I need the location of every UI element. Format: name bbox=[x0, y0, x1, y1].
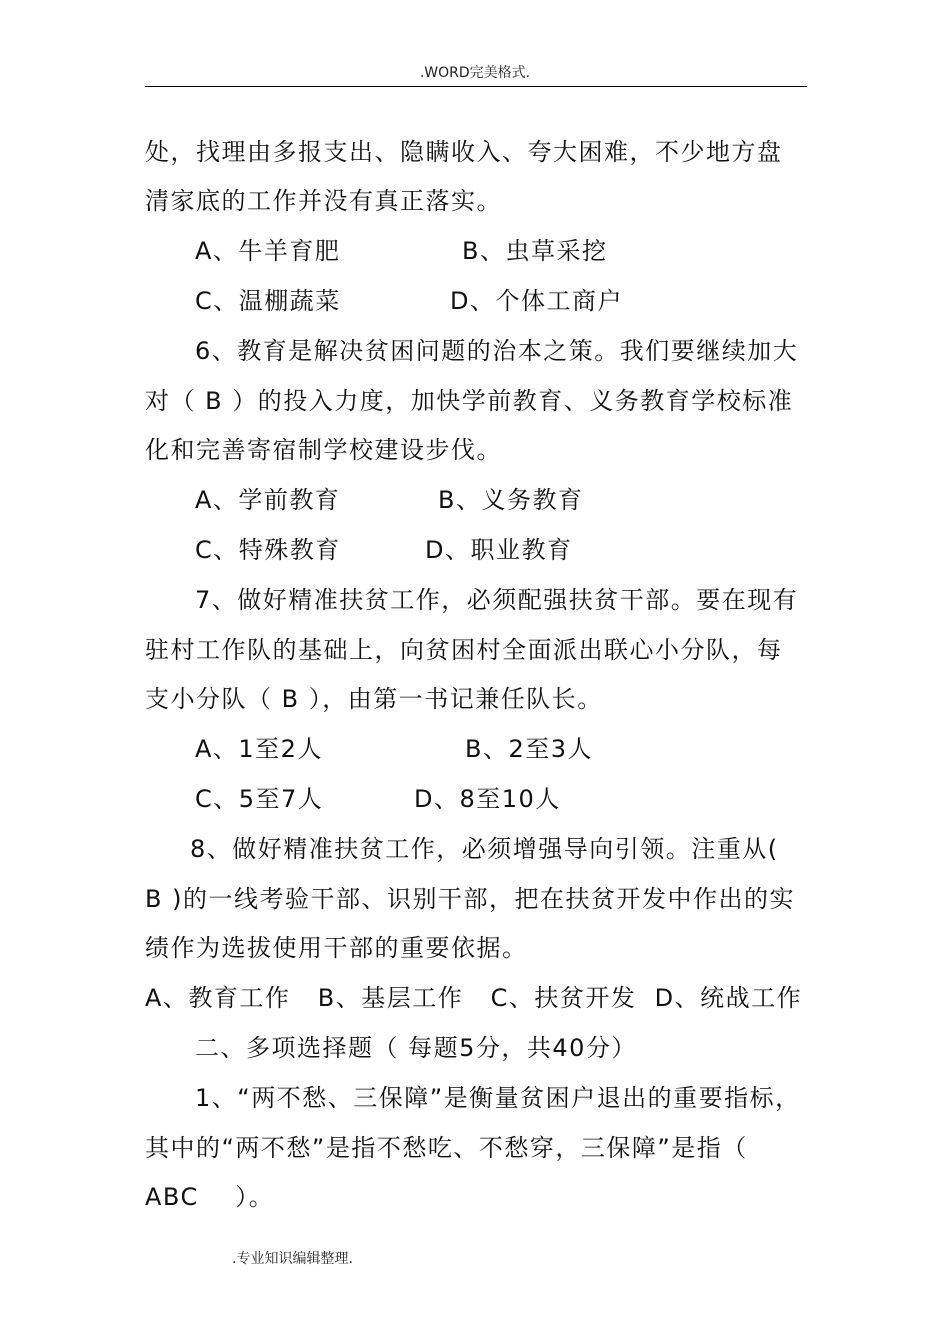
option-c: C、特殊教育 bbox=[195, 536, 341, 564]
question-7: 7、做好精准扶贫工作，必须配强扶贫干部。要在现有 bbox=[195, 586, 799, 614]
text-line: 绩作为选拔使用干部的重要依据。 bbox=[145, 934, 528, 962]
option-d: D、8至10人 bbox=[414, 785, 561, 813]
text-line: 化和完善寄宿制学校建设步伐。 bbox=[145, 436, 502, 464]
multi-question-1: 1、“两不愁、三保障”是衡量贫困户退出的重要指标， bbox=[195, 1084, 801, 1112]
question-8: 8、做好精准扶贫工作，必须增强导向引领。注重从( bbox=[190, 835, 779, 863]
option-c: C、5至7人 bbox=[195, 785, 324, 813]
text-line: 处，找理由多报支出、隐瞒收入、夸大困难，不少地方盘 bbox=[145, 138, 783, 166]
option-a: A、1至2人 bbox=[195, 735, 323, 763]
text-line: B )的一线考验干部、识别干部，把在扶贫开发中作出的实 bbox=[145, 885, 795, 913]
text-line: 其中的“两不愁”是指不愁吃、不愁穿，三保障”是指（ bbox=[145, 1134, 748, 1162]
question-6: 6、教育是解决贫困问题的治本之策。我们要继续加大 bbox=[195, 337, 799, 365]
page-footer: .专业知识编辑整理. bbox=[232, 1251, 353, 1267]
text-line: 支小分队（ B ），由第一书记兼任队长。 bbox=[145, 685, 603, 713]
option-b: B、义务教育 bbox=[438, 486, 584, 514]
option-d: D、职业教育 bbox=[425, 536, 573, 564]
header-rule bbox=[145, 86, 807, 87]
option-a: A、学前教育 bbox=[195, 486, 341, 514]
text-line: ABC ）。 bbox=[145, 1183, 275, 1211]
option-d: D、个体工商户 bbox=[450, 287, 623, 315]
option-b: B、2至3人 bbox=[465, 735, 594, 763]
text-line: 清家底的工作并没有真正落实。 bbox=[145, 187, 502, 215]
option-b: B、虫草采挖 bbox=[462, 237, 608, 265]
options-row: A、教育工作 B、基层工作 C、扶贫开发 D、统战工作 bbox=[145, 984, 803, 1012]
text-line: 驻村工作队的基础上，向贫困村全面派出联心小分队，每 bbox=[145, 636, 783, 664]
section-heading: 二、多项选择题（ 每题5分，共40分） bbox=[195, 1034, 637, 1062]
page-header: .WORD完美格式. bbox=[419, 65, 531, 81]
option-c: C、温棚蔬菜 bbox=[195, 287, 341, 315]
option-a: A、牛羊育肥 bbox=[195, 237, 341, 265]
text-line: 对（ B ）的投入力度，加快学前教育、义务教育学校标准 bbox=[145, 387, 794, 415]
